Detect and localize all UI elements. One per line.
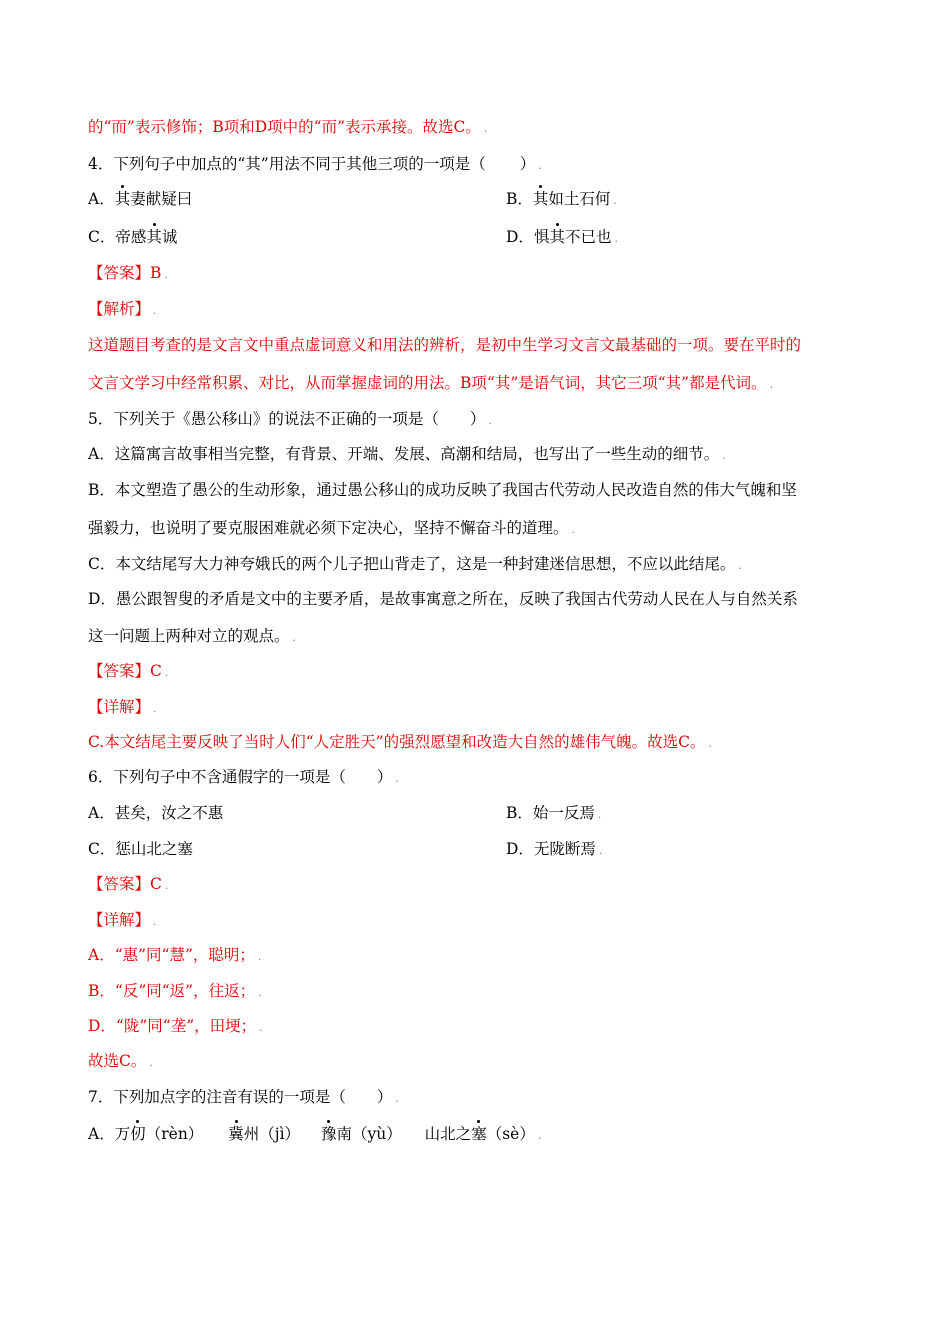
q4-option-d: D．惧其不已也 . bbox=[506, 228, 619, 246]
paragraph-mark: . bbox=[394, 1095, 400, 1105]
paragraph-mark: . bbox=[482, 125, 489, 135]
emphasis-dot-char: 其 bbox=[114, 190, 131, 208]
paragraph-mark: . bbox=[256, 953, 263, 963]
emphasis-dot-char: 其 bbox=[146, 228, 162, 246]
emphasis-dot-char: 其 bbox=[549, 228, 565, 246]
q6-stem: 6．下列句子中不含通假字的一项是（ ） . bbox=[88, 768, 400, 786]
paragraph-mark: . bbox=[721, 452, 727, 462]
paragraph-mark: . bbox=[487, 417, 493, 427]
q6-detail-b: B．“反”同“返”，往返； . bbox=[88, 982, 263, 1000]
q4-options-row-1 bbox=[88, 188, 618, 210]
paragraph-mark: . bbox=[536, 1132, 543, 1142]
q5-option-b-line-1: B．本文塑造了愚公的生动形象，通过愚公移山的成功反映了我国古代劳动人民改造自然的伟大气魄和坚 bbox=[88, 481, 797, 499]
q4-option-c: C．帝感其诚 bbox=[88, 228, 178, 246]
q4-option-b: B．其如土石何 . bbox=[506, 190, 618, 208]
paragraph-mark: . bbox=[152, 918, 158, 928]
q5-option-b-line-2: 强毅力，也说明了要克服困难就必须下定决心，坚持不懈奋斗的道理。 . bbox=[88, 519, 576, 537]
q4-option-a: A．其妻献疑曰 bbox=[88, 190, 193, 208]
q4-analysis-line-1: 这道题目考查的是文言文中重点虚词意义和用法的辨析，是初中生学习文言文最基础的一项。要在平时的 bbox=[88, 336, 802, 354]
q5-answer: 【答案】C . bbox=[88, 662, 170, 680]
paragraph-mark: . bbox=[258, 1024, 264, 1034]
paragraph-mark: . bbox=[152, 705, 158, 715]
paragraph-mark: . bbox=[737, 562, 743, 572]
q7-option-a: A．万仞（rèn） 冀州（jì） 豫南（yù） 山北之塞（sè） . bbox=[88, 1125, 543, 1143]
paragraph-mark: . bbox=[597, 847, 604, 857]
q6-option-b: B．始一反焉 . bbox=[506, 804, 603, 822]
q5-stem: 5．下列关于《愚公移山》的说法不正确的一项是（ ） . bbox=[88, 410, 493, 428]
paragraph-mark: . bbox=[768, 381, 775, 391]
q4-stem: 4．下列句子中加点的“其”用法不同于其他三项的一项是（ ） . bbox=[88, 155, 543, 173]
paragraph-mark: . bbox=[707, 740, 713, 750]
q6-option-c: C．惩山北之塞 bbox=[88, 840, 193, 858]
q6-options-row-1 bbox=[88, 802, 603, 824]
q6-detail-d: D．“陇”同“垄”，田埂； . bbox=[88, 1017, 264, 1035]
q4-analysis-tag: 【解析】 . bbox=[88, 300, 158, 318]
q6-option-a: A．甚矣，汝之不惠 bbox=[88, 804, 224, 822]
emphasis-dot-char: 其 bbox=[532, 190, 549, 208]
emphasis-dot-char: 豫 bbox=[320, 1125, 337, 1143]
paragraph-mark: . bbox=[152, 307, 158, 317]
q6-detail-tag: 【详解】 . bbox=[88, 911, 158, 929]
paragraph-mark: . bbox=[163, 882, 170, 892]
q5-option-d-line-2: 这一问题上两种对立的观点。 . bbox=[88, 627, 297, 645]
paragraph-mark: . bbox=[612, 197, 618, 207]
paragraph-mark: . bbox=[570, 526, 576, 536]
q6-option-d: D．无陇断焉 . bbox=[506, 840, 604, 858]
q4-options-row-2 bbox=[88, 226, 619, 248]
q6-conclusion: 故选C。 . bbox=[88, 1052, 154, 1070]
paragraph-mark: . bbox=[148, 1059, 154, 1069]
paragraph-mark: . bbox=[394, 775, 400, 785]
q5-option-c: C．本文结尾写大力神夸娥氏的两个儿子把山背走了，这是一种封建迷信思想，不应以此结尾。 . bbox=[88, 555, 743, 573]
paragraph-mark: . bbox=[257, 989, 263, 999]
q6-answer: 【答案】C . bbox=[88, 875, 170, 893]
q5-option-d-line-1: D．愚公跟智叟的矛盾是文中的主要矛盾，是故事寓意之所在，反映了我国古代劳动人民在人与自然关系 bbox=[88, 590, 798, 608]
paragraph-mark: . bbox=[291, 634, 297, 644]
paragraph-mark: . bbox=[537, 162, 543, 172]
emphasis-dot-char: 冀 bbox=[228, 1125, 244, 1143]
paragraph-mark: . bbox=[613, 235, 619, 245]
q5-detail: C.本文结尾主要反映了当时人们“人定胜天”的强烈愿望和改造大自然的雄伟气魄。故选C。 . bbox=[88, 733, 713, 751]
q5-detail-tag: 【详解】 . bbox=[88, 698, 158, 716]
q4-answer: 【答案】B . bbox=[88, 264, 169, 282]
q6-detail-a: A．“惠”同“慧”，聪明； . bbox=[88, 946, 263, 964]
q4-analysis-line-2: 文言文学习中经常积累、对比，从而掌握虚词的用法。B项“其”是语气词，其它三项“其”都是代词。 . bbox=[88, 374, 775, 392]
paragraph-mark: . bbox=[596, 811, 603, 821]
q6-options-row-2 bbox=[88, 838, 604, 860]
q5-option-a: A．这篇寓言故事相当完整，有背景、开端、发展、高潮和结局，也写出了一些生动的细节。 . bbox=[88, 445, 727, 463]
emphasis-dot-char: 塞 bbox=[471, 1125, 487, 1143]
q7-stem: 7．下列加点字的注音有误的一项是（ ） . bbox=[88, 1088, 400, 1106]
paragraph-mark: . bbox=[163, 271, 169, 281]
paragraph-mark: . bbox=[163, 669, 170, 679]
emphasis-dot-char: 仞 bbox=[130, 1125, 146, 1143]
previous-explanation-tail: 的“而”表示修饰；B项和D项中的“而”表示承接。故选C。 . bbox=[88, 118, 489, 136]
